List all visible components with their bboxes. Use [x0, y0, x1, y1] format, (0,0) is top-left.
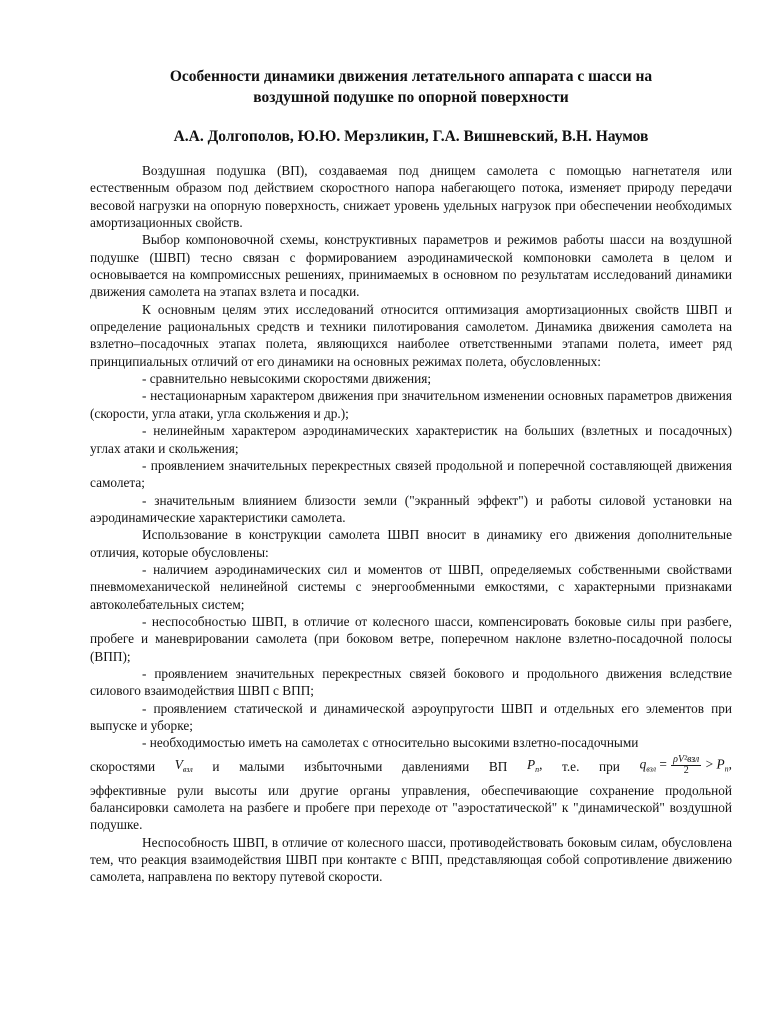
list-item-3: - нелинейным характером аэродинамических характеристик на больших (взлетных и посадочных) углах атаки и скольжения; [90, 423, 732, 456]
list-item-6: - наличием аэродинамических сил и моментов от ШВП, определяемых собственными свойствами пневмомеханической нелинейной системы с энергообменными емкостями, с характерными признаками автоколебательных систем; [90, 561, 732, 612]
list-item-8: - проявлением значительных перекрестных связей бокового и продольного движения вследствие силового взаимодействия ШВП с ВПП; [90, 665, 732, 699]
paragraph-4: Использование в конструкции самолета ШВП вносит в динамику его движения дополнительные отличия, которые обусловлены: [90, 527, 732, 560]
paragraph-3: К основным целям этих исследований относится оптимизация амортизационных свойств ШВП и определение рациональных средств и техники пилотирования самолетом. Динамика движения самолета на взлетно–посадочных этапах полета, являющихся наиболее ответственными этапами полета, имеет ряд принципиальных отличий от его динамики на основных режимах полета, обусловленных: [90, 301, 732, 369]
formula-word: скоростями [90, 759, 156, 775]
list-item-5: - значительным влиянием близости земли ("экранный эффект") и работы силовой установки на аэродинамические характеристики самолета. [90, 492, 732, 525]
list-item-2: - нестационарным характером движения при значительном изменении основных параметров движения (скорости, угла атаки, угла скольжения и др.); [90, 388, 732, 421]
list-item-1: - сравнительно невысокими скоростями движения; [142, 371, 432, 387]
paper-authors: А.А. Долгополов, Ю.Ю. Мерзликин, Г.А. Вишневский, В.Н. Наумов [173, 128, 649, 145]
paragraph-1: Воздушная подушка (ВП), создаваемая под днищем самолета с помощью нагнетателя или естественным образом под действием скоростного напора набегающего потока, изменяет природу передачи весовой нагрузки на опорную поверхность, снижает уровень удельных нагрузок при обеспечении необходимых амортизационных свойств. [90, 163, 732, 231]
list-item-4: - проявлением значительных перекрестных связей продольной и поперечной составляющей движения самолета; [90, 457, 732, 491]
document-page [90, 66, 732, 886]
formula-word: т.е. [562, 759, 580, 775]
formula-word: ВП [488, 759, 508, 775]
title-line-1: Особенности динамики движения летательного аппарата с шасси на [169, 68, 653, 85]
title-line-2: воздушной подушке по опорной поверхности [253, 89, 569, 106]
list-item-10: - необходимостью иметь на самолетах с относительно высокими взлетно-посадочными [142, 735, 639, 751]
formula-word: малыми [239, 759, 285, 775]
formula-word: избыточными [304, 759, 383, 775]
formula-symbol-v: $V_{взл}$ [174, 756, 193, 774]
list-item-10-continuation: эффективные рули высоты или другие органы управления, обеспечивающие сохранение продольной балансировки самолета на разбеге и пробеге при переходе от "аэростатической" к "динамической" воздушной подушке. [90, 782, 732, 833]
list-item-9: - проявлением статической и динамической аэроупругости ШВП и отдельных его элементов при выпуске и уборке; [90, 700, 732, 733]
formula-line [90, 752, 732, 782]
paper-title [90, 66, 732, 108]
formula-word: и [212, 759, 220, 775]
list-item-7: - неспособностью ШВП, в отличие от колесного шасси, компенсировать боковые силы при разбеге, пробеге и маневрировании самолета (при боковом ветре, поперечном наклоне взлетно-посадочной полосы (ВПП); [90, 613, 732, 664]
formula-word: давлениями [402, 759, 470, 775]
formula-word: при [599, 759, 620, 775]
formula-fraction: $\frac{\text{ρV²взл}}{2}$ [673, 754, 700, 777]
paragraph-5: Неспособность ШВП, в отличие от колесного шасси, противодействовать боковым силам, обусловлена тем, что реакция взаимодействия ШВП при контакте с ВПП, представляющая собой сопротивление движению самолета, направлена по вектору путевой скорости. [90, 834, 732, 885]
paper-body [90, 162, 732, 886]
paragraph-2: Выбор компоновочной схемы, конструктивных параметров и режимов работы шасси на воздушной подушке (ШВП) тесно связан с формированием аэродинамической компоновки самолета в целом и основывается на компромиссных решениях, принимаемых в основном по результатам исследований динамики движения самолета на этапах взлета и посадки. [90, 232, 732, 300]
formula-symbol-p: $P_п$, [526, 756, 543, 774]
formula-inequality: $q_{взл}$ = $\frac{\text{ρV²взл}}{2}$ > $P_п$, [639, 754, 732, 777]
